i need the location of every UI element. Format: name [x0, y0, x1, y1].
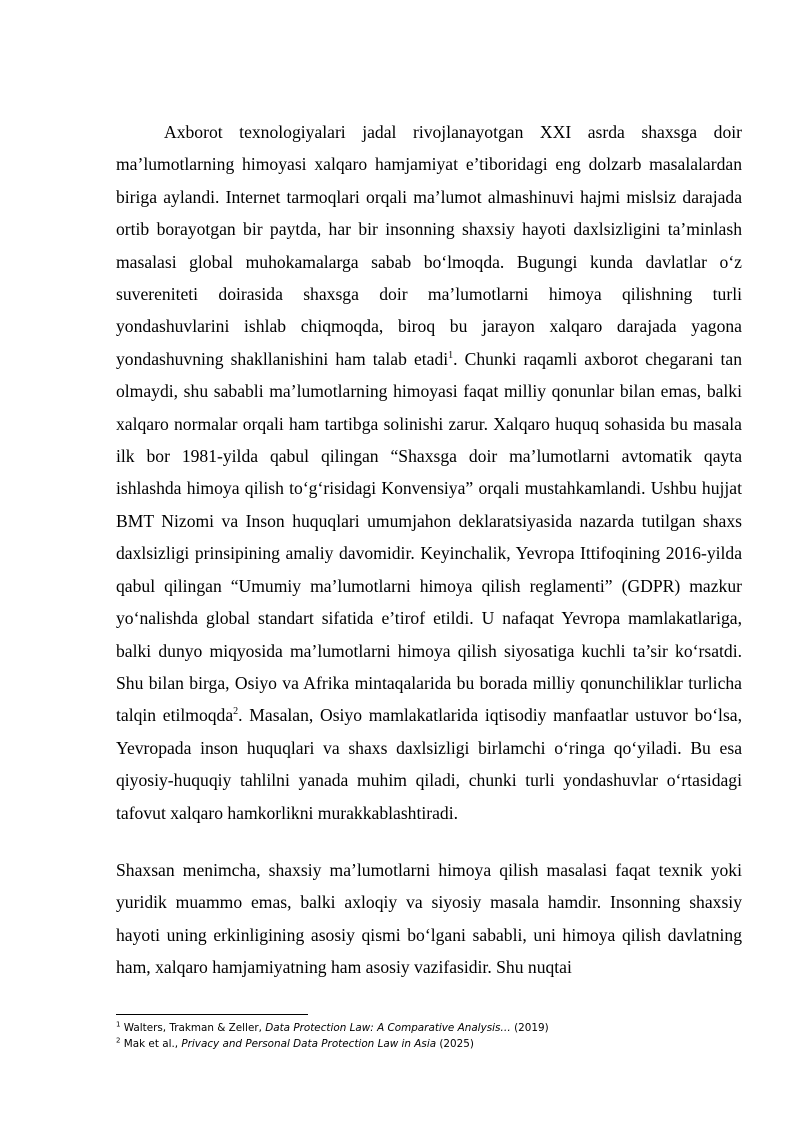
footnote-authors: Mak et al.,: [123, 1038, 182, 1050]
paragraph-1-text-b: . Chunki raqamli axborot chegarani tan olmaydi, shu sababli ma’lumotlarning himoyasi faqat milliy qonunlar bilan emas, balki xalqaro normalar orqali ham tartibga solinishi zarur. Xalqaro huquq sohasida bu masala ilk bor 1981-yilda qabul qilingan “Shaxsga doir ma’lumotlarni avtomatik qayta ishlashda himoya qilish to‘g‘risidagi Konvensiya” orqali mustahkamlandi. Ushbu hujjat BMT Nizomi va Inson huquqlari umumjahon deklaratsiyasida nazarda tutilgan shaxs daxlsizligi prinsipining amaliy davomidir. Keyinchalik, Yevropa Ittifoqining 2016-yilda qabul qilingan “Umumiy ma’lumotlarni himoya qilish reglamenti” (GDPR) mazkur yo‘nalishda global standart sifatida e’tirof etildi. U nafaqat Yevropa mamlakatlariga, balki dunyo miqyosida ma’lumotlarni himoya qilish siyosatiga kuchli ta’sir ko‘rsatdi. Shu bilan birga, Osiyo va Afrika mintaqalarida bu borada milliy qonunchiliklar turlicha talqin etilmoqda: [116, 348, 743, 726]
footnote-ref-2[interactable]: 2: [233, 706, 239, 718]
footnote-title: Data Protection Law: A Comparative Analysis…: [265, 1022, 511, 1034]
footnote-year: (2019): [510, 1022, 549, 1034]
footnote-ref-1[interactable]: 1: [448, 349, 454, 361]
footnote-authors: Walters, Trakman & Zeller,: [123, 1022, 266, 1034]
body-paragraph-1: [116, 116, 742, 829]
footnote-1: [116, 1020, 742, 1036]
paragraph-1-text-a: Axborot texnologiyalari jadal rivojlanayotgan XXI asrda shaxsga doir ma’lumotlarning himoyasi xalqaro hamjamiyat e’tiboridagi eng dolzarb masalalardan biriga aylandi. Internet tarmoqlari orqali ma’lumot almashinuvi hajmi mislsiz darajada ortib borayotgan bir paytda, har bir insonning shaxsiy hayoti daxlsizligini ta’minlash masalasi global muhokamalarga sabab bo‘lmoqda. Bugungi kunda davlatlar o‘z suvereniteti doirasida shaxsga doir ma’lumotlarni himoya qilishning turli yondashuvlarini ishlab chiqmoqda, biroq bu jarayon xalqaro darajada yagona yondashuvning shakllanishini ham talab etadi: [116, 122, 742, 369]
footnote-2: [116, 1036, 742, 1052]
footnote-separator: [116, 1014, 308, 1015]
footnote-year: (2025): [436, 1038, 474, 1050]
body-paragraph-2: Shaxsan menimcha, shaxsiy ma’lumotlarni himoya qilish masalasi faqat texnik yoki yuridik muammo emas, balki axloqiy va siyosiy masala hamdir. Insonning shaxsiy hayoti uning erkinligining asosiy qismi bo‘lgani sababli, uni himoya qilish davlatning ham, xalqaro hamjamiyatning ham asosiy vazifasidir. Shu nuqtai: [116, 860, 742, 978]
paragraph-1-text-c: . Masalan, Osiyo mamlakatlarida iqtisodiy manfaatlar ustuvor bo‘lsa, Yevropada inson huquqlari va shaxs daxlsizligi birlamchi o‘ringa qo‘yiladi. Bu esa qiyosiy-huquqiy tahlilni yanada muhim qiladi, chunki turli yondashuvlar o‘rtasidagi tafovut xalqaro hamkorlikni murakkablashtiradi.: [116, 705, 743, 823]
footnote-number: 1: [116, 1020, 121, 1029]
footnote-title: Privacy and Personal Data Protection Law in Asia: [181, 1038, 437, 1050]
footnotes: [116, 1020, 742, 1052]
footnote-number: 2: [116, 1036, 121, 1045]
